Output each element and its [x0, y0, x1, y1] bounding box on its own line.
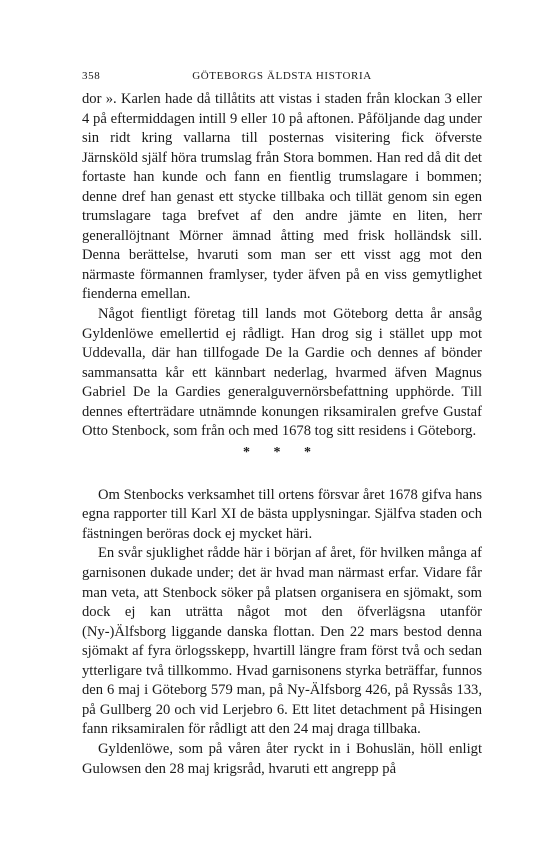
page-number: 358 [82, 70, 101, 82]
paragraph-continuation: dor ». Karlen hade då tillåtits att vistas i staden från klockan 3 eller 4 på eftermiddagen intill 9 eller 10 på aftonen. Påföljande dag under sin ridt kring vallarna till posternas visitering fick öfverste Järnsköld själf höra trumslag från Stora bommen. Han red då dit det fortaste han kunde och fann en fientlig trumslagare i bommen; denne dref han genast ett stycke tillbaka och tillät genom sin egen trumslagare taga brefvet af den andre jämte en liten, herr generallöjtnant Mörner ämnad åtting med frisk holländsk sill. Denna berättelse, hvaruti som man ser ett visst agg mot den närmaste förmannen framlyser, tyder äfven på en viss gemytlighet fienderna emellan. [82, 91, 482, 303]
running-head [82, 70, 482, 90]
paragraph-gyldenlowe-bohuslan: Gyldenlöwe, som på våren åter ryckt in i Bohuslän, höll enligt Gulowsen den 28 maj krigsråd, hvaruti ett angrepp på [82, 740, 482, 777]
book-page [82, 70, 482, 779]
section-separator: * * * [243, 444, 321, 460]
paragraph-sickness-garrison: En svår sjuklighet rådde här i början af året, för hvilken många af garnisonen dukade under; det är hvad man närmast erfar. Vidare får man veta, att Stenbock söker på platsen organisera en sjömakt, som dock ej kan uträtta något mot den öfverlägsna utanför (Ny-)Älfsborg liggande danska flottan. Den 22 mars bestod denna sjömakt af fyra örlogsskepp, hvartill längre fram först två och sedan ytterligare två tillkommo. Hvad garnisonens styrka beträffar, funnos den 6 maj i Göteborg 579 man, på Ny-Älfsborg 426, på Ryssås 133, på Gullberg 20 och vid Lerjebro 6. Ett litet detachment på Hisingen fann riksamiralen för rådligt att den 24 maj draga tillbaka. [82, 545, 482, 738]
paragraph-stenbock-reports: Om Stenbocks verksamhet till ortens försvar året 1678 gifva hans egna rapporter till Karl XI de bästa upplysningar. Själfva staden och fästningen beröras dock ej mycket häri. [82, 486, 482, 542]
running-title: GÖTEBORGS ÄLDSTA HISTORIA [192, 70, 372, 82]
paragraph-gyldenlowe-uddevalla: Något fientligt företag till lands mot Göteborg detta år ansåg Gyldenlöwe emellertid ej rådligt. Han drog sig i stället upp mot Uddevalla, där han tillfogade De la Gardie och dennes af bönder sammansatta kår ett kännbart nederlag, hvarmed äfven Magnus Gabriel De la Gardies generalguvernörsbefattning upphörde. Till dennes efterträdare utnämnde konungen riksamiralen grefve Gustaf Otto Stenbock, som från och med 1678 tog sitt residens i Göteborg. [82, 306, 482, 440]
